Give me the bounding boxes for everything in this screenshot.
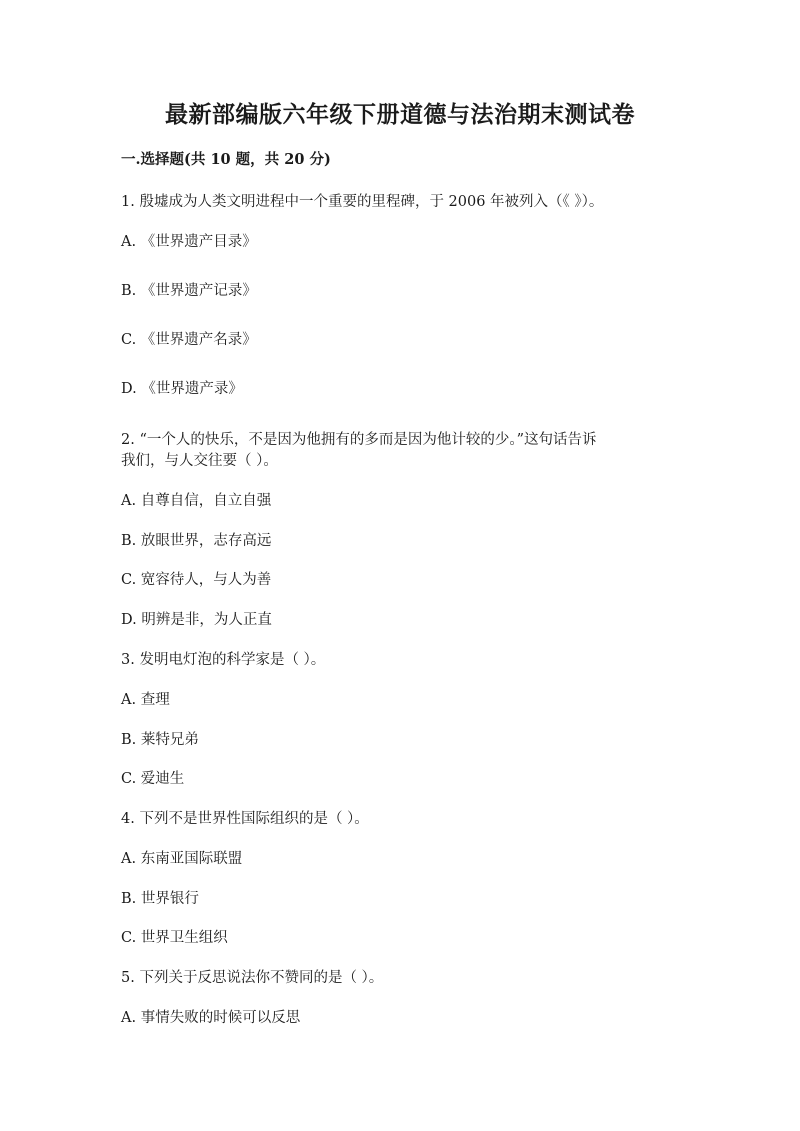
question-2-option-d: D. 明辨是非，为人正直 xyxy=(121,612,272,628)
question-3-stem: 3. 发明电灯泡的科学家是（ ）。 xyxy=(121,652,326,668)
question-2-stem-line-1: 2. “一个人的快乐，不是因为他拥有的多而是因为他计较的少。”这句话告诉 xyxy=(121,432,597,448)
question-1-option-d: D. 《世界遗产录》 xyxy=(121,381,243,397)
question-4-stem: 4. 下列不是世界性国际组织的是（ ）。 xyxy=(121,811,369,827)
question-2-option-a: A. 自尊自信，自立自强 xyxy=(121,493,272,509)
question-4-option-b: B. 世界银行 xyxy=(121,891,199,907)
question-3-option-c: C. 爱迪生 xyxy=(121,771,185,787)
question-5-stem: 5. 下列关于反思说法你不赞同的是（ ）。 xyxy=(121,970,384,986)
page-title: 最新部编版六年级下册道德与法治期末测试卷 xyxy=(165,101,635,128)
section-heading: 一.选择题(共 10 题，共 20 分) xyxy=(121,151,331,168)
question-2-stem-line-2: 我们，与人交往要（ ）。 xyxy=(121,453,278,469)
question-1-option-a: A. 《世界遗产目录》 xyxy=(121,234,257,250)
question-4-option-a: A. 东南亚国际联盟 xyxy=(121,851,243,867)
question-1-option-b: B. 《世界遗产记录》 xyxy=(121,283,257,299)
question-1-stem: 1. 殷墟成为人类文明进程中一个重要的里程碑，于 2006 年被列入（《 》）。 xyxy=(121,194,604,210)
question-3-option-b: B. 莱特兄弟 xyxy=(121,732,199,748)
question-2-option-b: B. 放眼世界，志存高远 xyxy=(121,533,272,549)
question-5-option-a: A. 事情失败的时候可以反思 xyxy=(121,1010,301,1026)
question-2-option-c: C. 宽容待人，与人为善 xyxy=(121,572,272,588)
question-3-option-a: A. 查理 xyxy=(121,692,170,708)
question-1-option-c: C. 《世界遗产名录》 xyxy=(121,332,257,348)
question-4-option-c: C. 世界卫生组织 xyxy=(121,930,228,946)
